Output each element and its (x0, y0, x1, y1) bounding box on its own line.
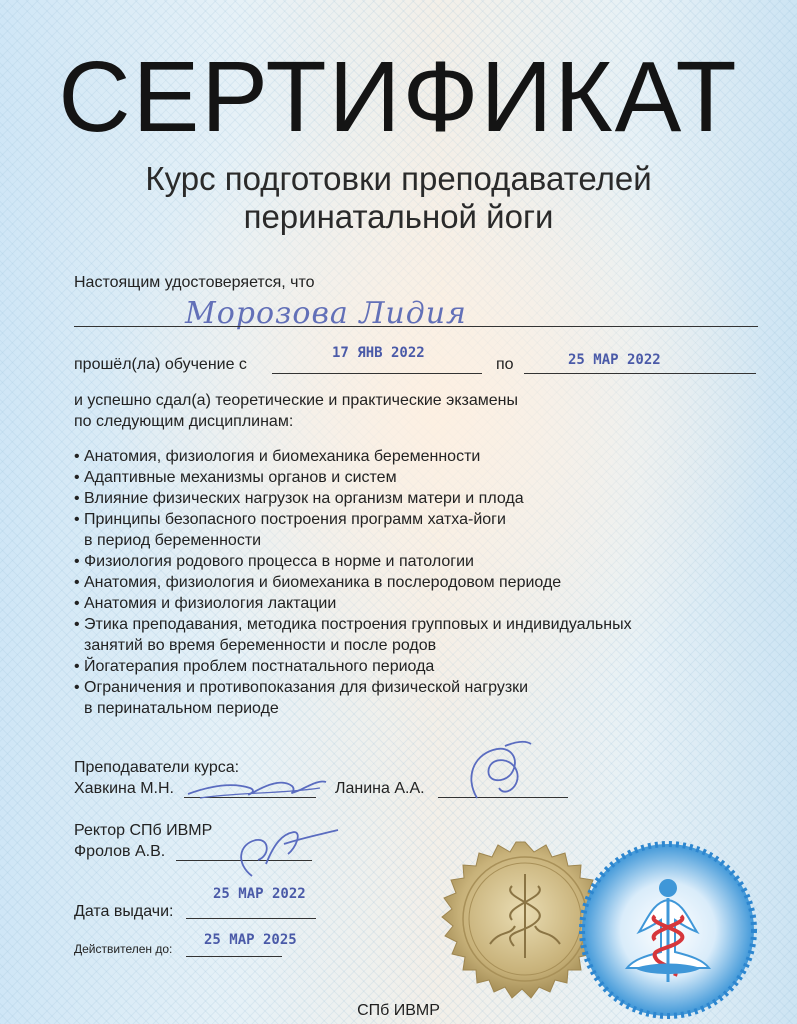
subtitle-line-2: перинатальной йоги (243, 198, 554, 235)
exam-line-2: по следующим дисциплинам: (74, 413, 294, 430)
trained-from-label: прошёл(ла) обучение с (74, 356, 247, 373)
teacher-1-signature (180, 770, 330, 804)
teacher-2-signature (455, 738, 545, 808)
footer-organization: СПб ИВМР (357, 1002, 440, 1019)
teacher-1-name: Хавкина М.Н. (74, 780, 174, 797)
valid-date-stamp: 25 МАР 2025 (204, 932, 297, 948)
issue-date-label: Дата выдачи: (74, 903, 174, 920)
name-underline (74, 326, 758, 327)
recipient-name: Морозова Лидия (185, 296, 467, 331)
date-to-stamp: 25 МАР 2022 (568, 352, 661, 368)
list-item: • Этика преподавания, методика построения групповых и индивидуальных занятий во время беременности и после родов (74, 616, 632, 654)
rector-name: Фролов А.В. (74, 843, 166, 860)
valid-until-label: Действителен до: (74, 942, 173, 956)
issue-date-stamp: 25 МАР 2022 (213, 886, 306, 902)
list-item: • Йогатерапия проблем постнатального периода (74, 658, 435, 675)
exam-line-1: и успешно сдал(а) теоретические и практические экзамены (74, 392, 518, 409)
discipline-list (74, 446, 714, 719)
list-item: • Анатомия, физиология и биомеханика беременности (74, 448, 481, 465)
list-item: • Ограничения и противопоказания для физической нагрузки в перинатальном периоде (74, 679, 529, 717)
date-to-line (524, 373, 756, 374)
valid-date-line (186, 956, 282, 957)
teachers-label: Преподаватели курса: (74, 759, 240, 776)
to-label: по (496, 356, 514, 373)
list-item: • Влияние физических нагрузок на организм матери и плода (74, 490, 524, 507)
date-from-line (272, 373, 482, 374)
course-subtitle (0, 160, 797, 236)
list-item: • Принципы безопасного построения программ хатха-йоги в период беременности (74, 511, 506, 549)
institute-logo-seal (575, 836, 761, 1024)
list-item: • Физиология родового процесса в норме и патологии (74, 553, 474, 570)
rector-signature (222, 824, 342, 884)
list-item: • Анатомия, физиология и биомеханика в послеродовом периоде (74, 574, 562, 591)
certify-text: Настоящим удостоверяется, что (74, 274, 315, 291)
subtitle-line-1: Курс подготовки преподавателей (145, 160, 652, 197)
list-item: • Анатомия и физиология лактации (74, 595, 337, 612)
issue-date-line (186, 918, 316, 919)
list-item: • Адаптивные механизмы органов и систем (74, 469, 397, 486)
teacher-2-name: Ланина А.А. (335, 780, 425, 797)
date-from-stamp: 17 ЯНВ 2022 (332, 345, 425, 361)
rector-label: Ректор СПб ИВМР (74, 822, 213, 839)
certificate-title: СЕРТИФИКАТ (58, 41, 739, 153)
